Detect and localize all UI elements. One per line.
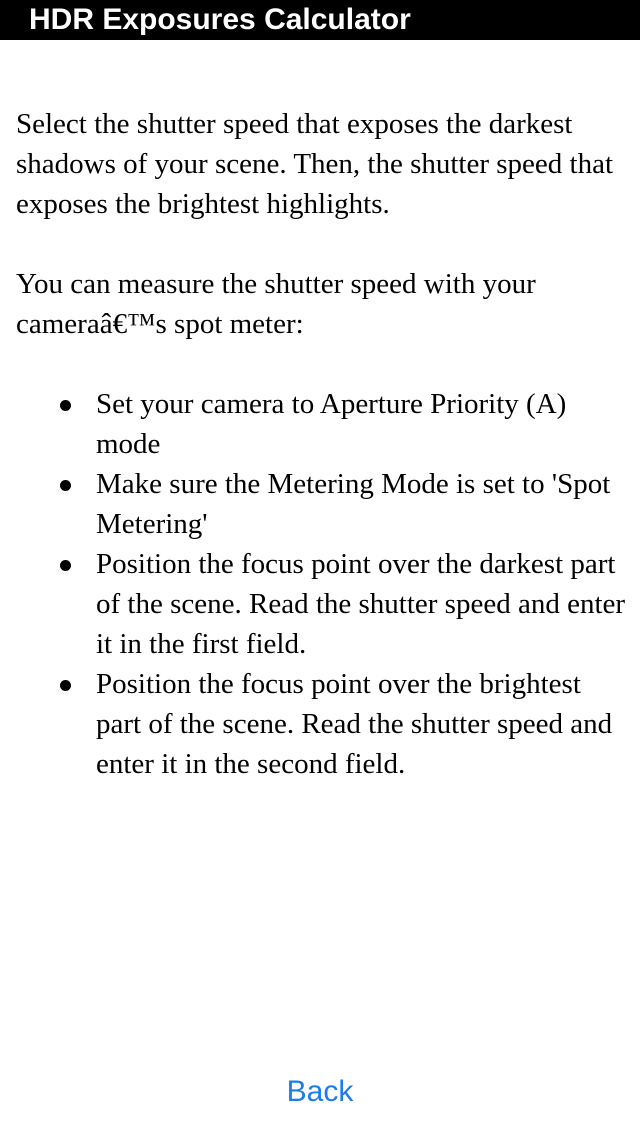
intro-paragraph: Select the shutter speed that exposes the darkest shadows of your scene. Then, the shutter speed that exposes the brightest highlights. [16, 108, 614, 220]
list-item [96, 384, 626, 464]
list-item [96, 664, 626, 784]
steps-list [16, 384, 626, 784]
bullet-icon [60, 680, 71, 691]
step-text: Position the focus point over the darkest part of the scene. Read the shutter speed and enter it in the first field. [96, 548, 626, 660]
page-title: HDR Exposures Calculator [29, 3, 411, 36]
step-text: Make sure the Metering Mode is set to 'Spot Metering' [96, 468, 611, 540]
header-bar [0, 0, 640, 40]
list-item [96, 464, 626, 544]
step-text: Position the focus point over the brightest part of the scene. Read the shutter speed and enter it in the second field. [96, 668, 613, 780]
list-item [96, 544, 626, 664]
back-button[interactable]: Back [286, 1075, 354, 1108]
bullet-icon [60, 560, 71, 571]
step-text: Set your camera to Aperture Priority (A) mode [96, 388, 567, 460]
measure-paragraph: You can measure the shutter speed with your cameraâ€™s spot meter: [16, 268, 536, 340]
bullet-icon [60, 480, 71, 491]
bullet-icon [60, 400, 71, 411]
instructions-content [16, 104, 626, 784]
